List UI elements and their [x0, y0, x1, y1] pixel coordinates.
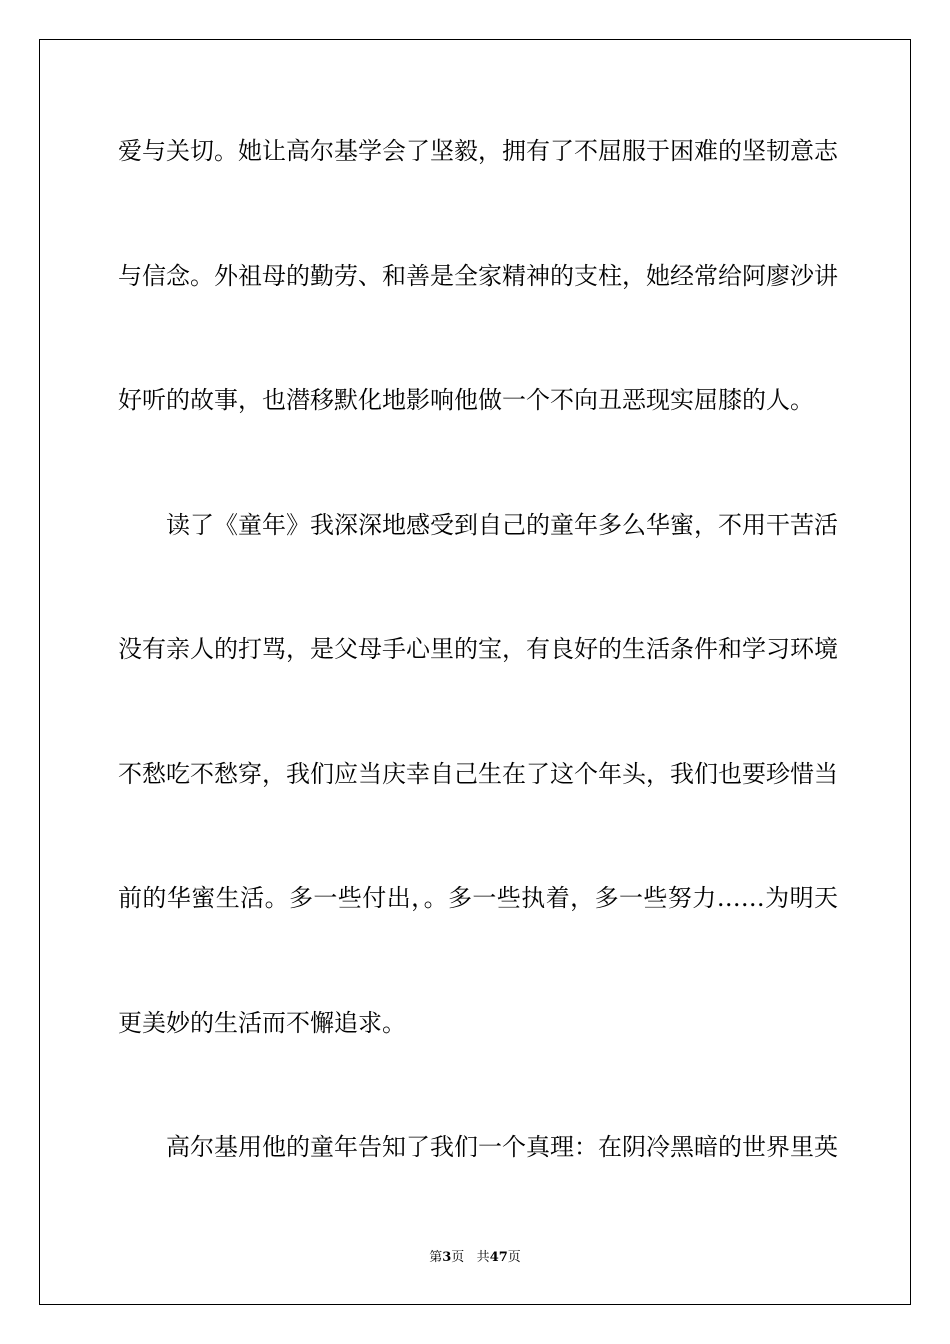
text-line-3: 好听的故事，也潜移默化地影响他做一个不向丑恶现实屈膝的人。	[118, 386, 814, 414]
text-line-8: 更美妙的生活而不懈追求。	[118, 1009, 406, 1037]
text-line-6: 不愁吃不愁穿，我们应当庆幸自己生在了这个年头，我们也要珍惜当	[118, 760, 838, 788]
text-line-9-paragraph-start: 高尔基用他的童年告知了我们一个真理：在阴冷黑暗的世界里英	[166, 1133, 838, 1161]
total-pages: 47	[489, 1250, 508, 1265]
page-number: 3	[442, 1250, 452, 1265]
text-line-5: 没有亲人的打骂，是父母手心里的宝，有良好的生活条件和学习环境	[118, 635, 838, 663]
text-line-4-paragraph-start: 读了《童年》我深深地感受到自己的童年多么华蜜，不用干苦活	[166, 511, 838, 539]
total-label-prefix: 共	[476, 1250, 490, 1265]
text-line-2: 与信念。外祖母的勤劳、和善是全家精神的支柱，她经常给阿廖沙讲	[118, 262, 838, 290]
page-label-prefix: 第	[429, 1250, 443, 1265]
page-label-suffix: 页	[451, 1250, 465, 1265]
page-footer	[0, 1246, 950, 1265]
text-line-1: 爱与关切。她让高尔基学会了坚毅，拥有了不屈服于困难的坚韧意志	[118, 137, 838, 165]
total-label-suffix: 页	[507, 1250, 521, 1265]
page-border	[39, 39, 911, 1305]
text-line-7: 前的华蜜生活。多一些付出，。多一些执着，多一些努力……为明天	[118, 884, 838, 912]
